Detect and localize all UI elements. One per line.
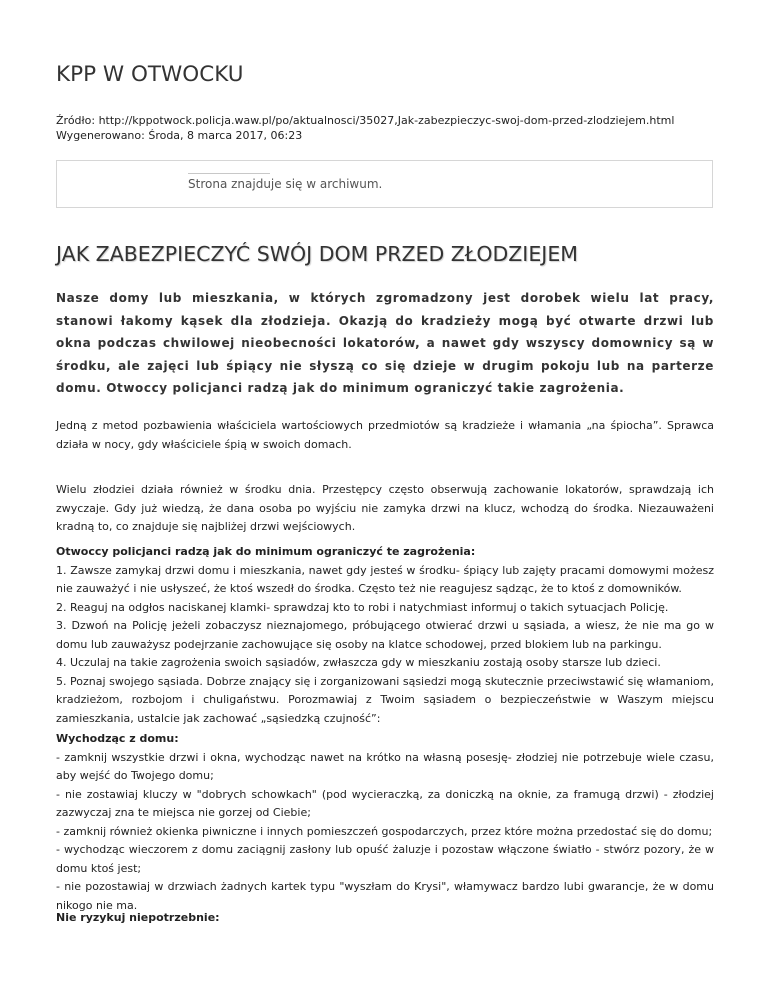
article-title: JAK ZABEZPIECZYĆ SWÓJ DOM PRZED ZŁODZIEJEM (56, 242, 578, 266)
list-item: - wychodząc wieczorem z domu zaciągnij zasłony lub opuść żaluzje i pozostaw włączone światło - stwórz pozory, że w domu ktoś jest; (56, 843, 714, 875)
source-url: Źródło: http://kppotwock.policja.waw.pl/po/aktualnosci/35027,Jak-zabezpieczyc-swoj-dom-przed-zlodziejem.html (56, 114, 675, 127)
generated-date: Wygenerowano: Środa, 8 marca 2017, 06:23 (56, 129, 303, 142)
article-paragraph-2: Wielu złodziei działa również w środku dnia. Przestępcy często obserwują zachowanie lokatorów, sprawdzają ich zwyczaje. Gdy już wiedzą, że dana osoba po wyjściu nie zamyka drzwi na klucz, wchodzą do środka. Niezauważeni kradną to, co znajduje się najbliżej drzwi wejściowych. (56, 483, 714, 533)
archive-notice (56, 160, 713, 208)
no-risk-section (56, 909, 714, 928)
archive-notice-text: Strona znajduje się w archiwum. (188, 177, 383, 191)
list-item: - zamknij wszystkie drzwi i okna, wychodząc nawet na krótko na własną posesję- złodziej nie potrzebuje wiele czasu, aby wejść do Twojego domu; (56, 750, 714, 782)
tips-heading: Otwoccy policjanci radzą jak do minimum ograniczyć te zagrożenia: (56, 545, 476, 558)
list-item: 1. Zawsze zamykaj drzwi domu i mieszkania, nawet gdy jesteś w środku- śpiący lub zajęty pracami domowymi możesz nie zauważyć i nie usłyszeć, że ktoś wszedł do środka. Często też nie reagujesz sądząc, że to ktoś z domowników. (56, 563, 714, 595)
article-paragraph-1: Jedną z metod pozbawienia właściciela wartościowych przedmiotów są kradzieże i włamania „na śpiocha”. Sprawca działa w nocy, gdy właściciele śpią w swoich domach. (56, 419, 714, 451)
site-title: KPP W OTWOCKU (56, 62, 244, 87)
page-meta (56, 113, 674, 143)
article-lead: Nasze domy lub mieszkania, w których zgromadzony jest dorobek wielu lat pracy, stanowi łakomy kąsek dla złodzieja. Okazją do kradzieży mogą być otwarte drzwi lub okna podczas chwilowej nieobecności lokatorów, a nawet gdy wszyscy domownicy są w środku, ale zajęci lub śpiący nie słyszą co się dzieje w drugim pokoju lub na parterze domu. Otwoccy policjanci radzą jak do minimum ograniczyć takie zagrożenia. (56, 291, 714, 395)
archive-divider (188, 173, 270, 174)
list-item: 2. Reaguj na odgłos naciskanej klamki- sprawdzaj kto to robi i natychmiast informuj o takich sytuacjach Policję. (56, 600, 669, 614)
list-item: - nie pozostawiaj w drzwiach żadnych kartek typu "wyszłam do Krysi", włamywacz bardzo lubi gwarancje, że w domu nikogo nie ma. (56, 880, 714, 912)
list-item: 5. Poznaj swojego sąsiada. Dobrze znający się i zorganizowani sąsiedzi mogą skutecznie przeciwstawić się włamaniom, kradzieżom, rozbojom i chuligaństwu. Porozmawiaj z Twoim sąsiadem o bezpieczeństwie w Waszym miejscu zamieszkania, ustalcie jak zachować „sąsiedzką czujność”: (56, 674, 714, 725)
tips-section (56, 543, 714, 728)
list-item: - nie zostawiaj kluczy w "dobrych schowkach" (pod wycieraczką, za doniczką na oknie, za framugą drzwi) - złodziej zazwyczaj zna te miejsca nie gorzej od Ciebie; (56, 787, 714, 819)
leaving-home-heading: Wychodząc z domu: (56, 732, 179, 745)
leaving-home-section (56, 730, 714, 915)
no-risk-heading: Nie ryzykuj niepotrzebnie: (56, 911, 220, 924)
list-item: 4. Uczulaj na takie zagrożenia swoich sąsiadów, zwłaszcza gdy w mieszkaniu zostają osoby starsze lub dzieci. (56, 656, 661, 669)
list-item: - zamknij również okienka piwniczne i innych pomieszczeń gospodarczych, przez które można przedostać się do domu; (56, 824, 713, 838)
list-item: 3. Dzwoń na Policję jeżeli zobaczysz nieznajomego, próbującego otwierać drzwi u sąsiada, a wiesz, że nie ma go w domu lub zauważysz podejrzanie zachowujące się osoby na klatce schodowej, przed blokiem lub na parkingu. (56, 619, 714, 651)
